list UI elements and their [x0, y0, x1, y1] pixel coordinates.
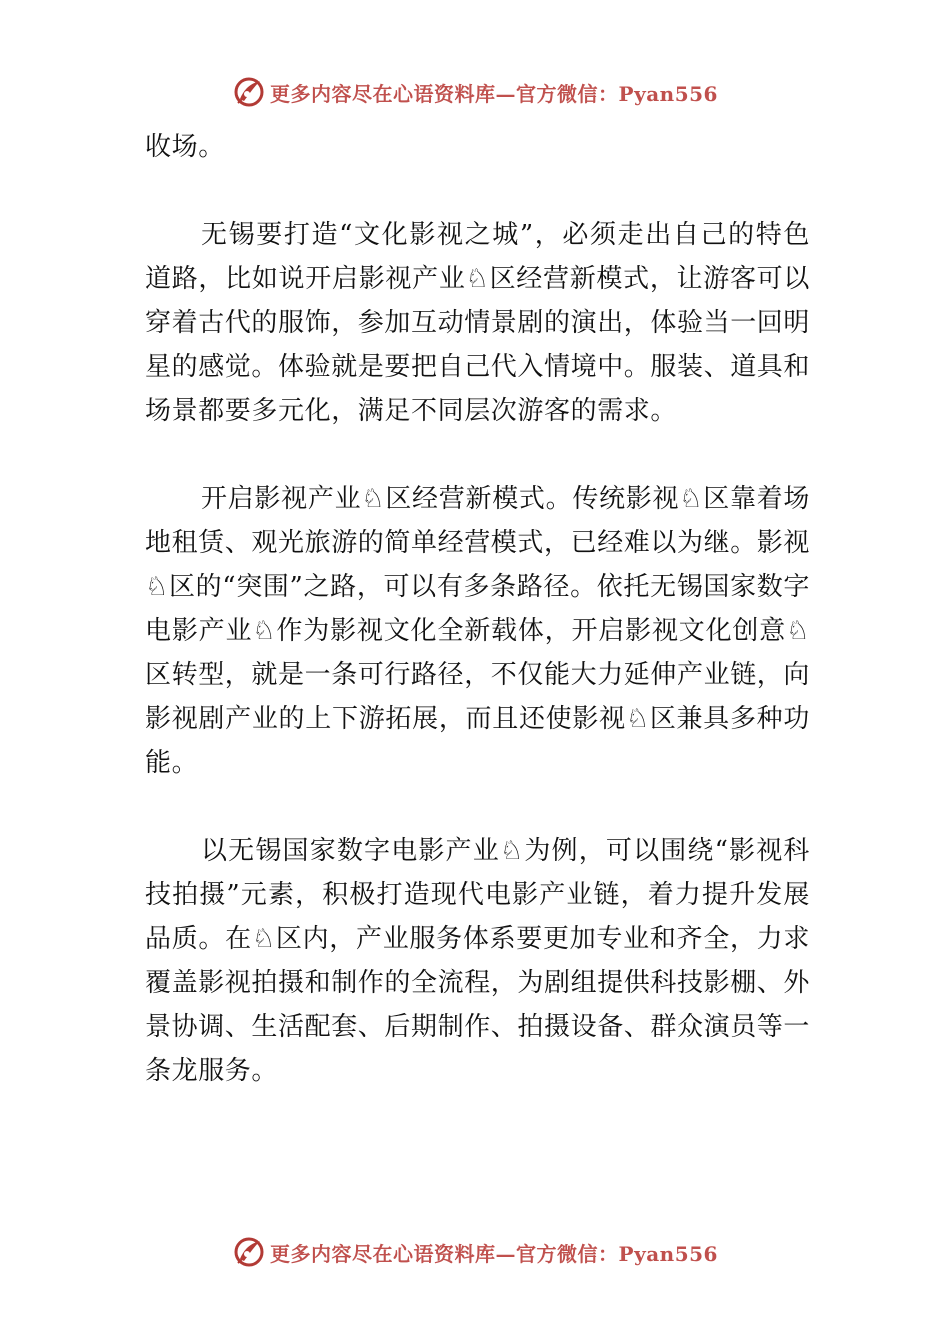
paragraph-2: 无锡要打造“文化影视之城”，必须走出自己的特色道路，比如说开启影视产业♘区经营新模式，让游客可以穿着古代的服饰，参加互动情景剧的演出，体验当一回明星的感觉。体验就是要把自己代入情境中。服装、道具和场景都要多元化，满足不同层次游客的需求。 — [145, 220, 811, 426]
footer-banner-text: 更多内容尽在心语资料库—官方微信：Pyan556 — [270, 1241, 718, 1266]
footer-banner — [0, 1232, 950, 1272]
paragraph-1: 收场。 — [145, 132, 225, 162]
header-banner-text: 更多内容尽在心语资料库—官方微信：Pyan556 — [270, 81, 718, 106]
paragraph-4: 以无锡国家数字电影产业♘为例，可以围绕“影视科技拍摄”元素，积极打造现代电影产业链，着力提升发展品质。在♘区内，产业服务体系要更加专业和齐全，力求覆盖影视拍摄和制作的全流程，为剧组提供科技影棚、外景协调、生活配套、后期制作、拍摄设备、群众演员等一条龙服务。 — [145, 836, 811, 1086]
header-banner — [0, 72, 950, 112]
quill-swirl-logo-icon — [232, 75, 266, 109]
paragraph-3: 开启影视产业♘区经营新模式。传统影视♘区靠着场地租赁、观光旅游的简单经营模式，已经难以为继。影视♘区的“突围”之路，可以有多条路径。依托无锡国家数字电影产业♘作为影视文化全新载体，开启影视文化创意♘区转型，就是一条可行路径，不仅能大力延伸产业链，向影视剧产业的上下游拓展，而且还使影视♘区兼具多种功能。 — [145, 484, 811, 778]
document-body — [145, 125, 810, 1093]
quill-swirl-logo-icon — [232, 1235, 266, 1269]
